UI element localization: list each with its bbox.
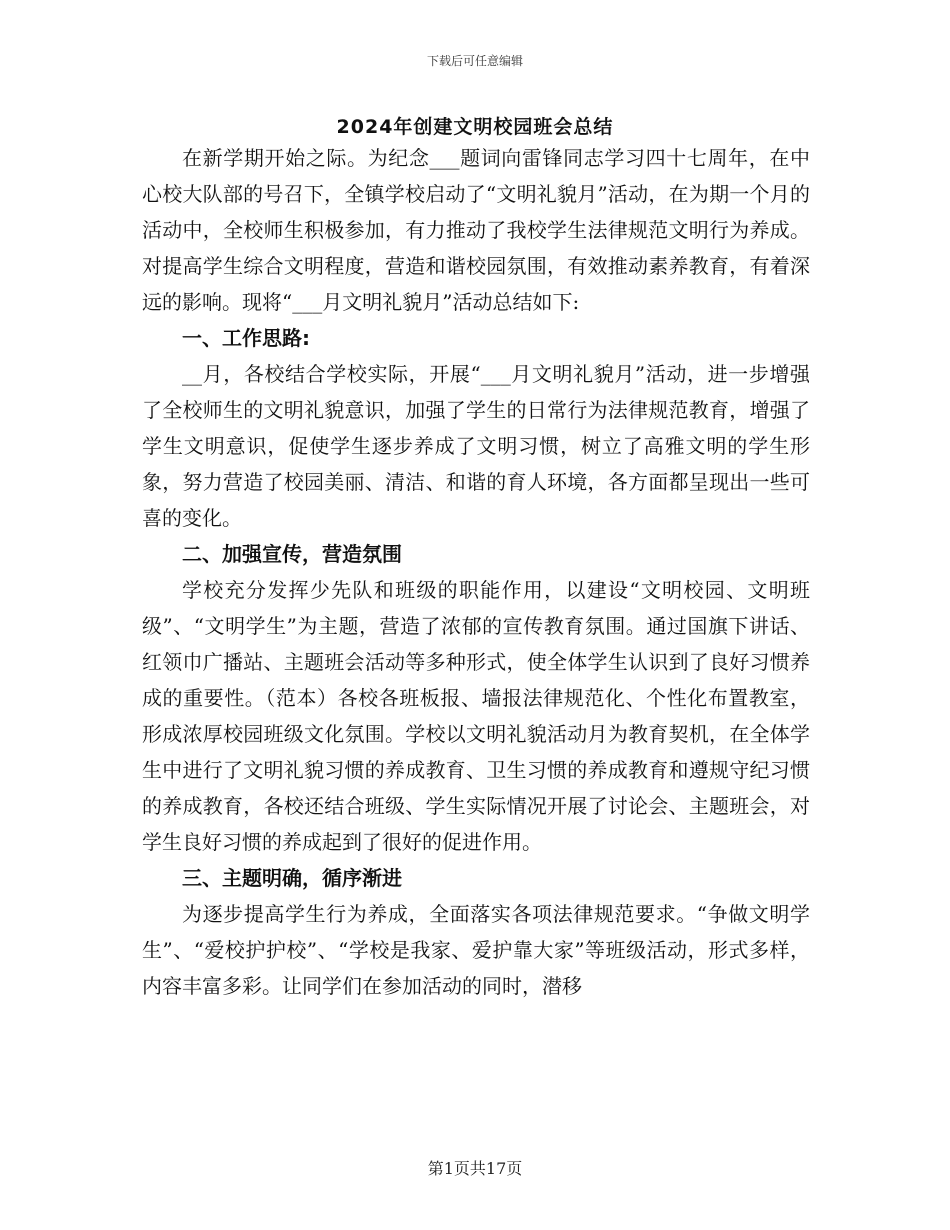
intro-paragraph: 在新学期开始之际。为纪念___题词向雷锋同志学习四十七周年，在中心校大队部的号召下，全镇学校启动了“文明礼貌月”活动，在为期一个月的活动中，全校师生积极参加，有力推动了我校学生法律规范文明行为养成。对提高学生综合文明程度，营造和谐校园氛围，有效推动素养教育，有着深远的影响。现将“___月文明礼貌月”活动总结如下: <box>142 146 810 314</box>
document-body <box>142 140 810 1004</box>
section-3-heading: 三、主题明确，循序渐进 <box>182 866 402 890</box>
section-2-heading: 二、加强宣传，营造氛围 <box>182 542 402 566</box>
section-1-heading: 一、工作思路: <box>182 326 310 350</box>
page-footer: 第1页共17页 <box>427 1159 523 1178</box>
section-2-paragraph: 学校充分发挥少先队和班级的职能作用，以建设“文明校园、文明班级”、“文明学生”为主题，营造了浓郁的宣传教育氛围。通过国旗下讲话、红领巾广播站、主题班会活动等多种形式，使全体学生认识到了良好习惯养成的重要性。（范本）各校各班板报、墙报法律规范化、个性化布置教室，形成浓厚校园班级文化氛围。学校以文明礼貌活动月为教育契机，在全体学生中进行了文明礼貌习惯的养成教育、卫生习惯的养成教育和遵规守纪习惯的养成教育，各校还结合班级、学生实际情况开展了讨论会、主题班会，对学生良好习惯的养成起到了很好的促进作用。 <box>142 578 810 854</box>
header-note: 下载后可任意编辑 <box>426 54 523 68</box>
section-3-paragraph: 为逐步提高学生行为养成，全面落实各项法律规范要求。“争做文明学生”、“爱校护护校”、“学校是我家、爱护靠大家”等班级活动，形式多样，内容丰富多彩。让同学们在参加活动的同时，潜移 <box>142 902 810 998</box>
section-1-paragraph: __月，各校结合学校实际，开展“___月文明礼貌月”活动，进一步增强了全校师生的文明礼貌意识，加强了学生的日常行为法律规范教育，增强了学生文明意识，促使学生逐步养成了文明习惯，树立了高雅文明的学生形象，努力营造了校园美丽、清洁、和谐的育人环境，各方面都呈现出一些可喜的变化。 <box>142 362 810 530</box>
document-title: 2024年创建文明校园班会总结 <box>336 116 614 138</box>
